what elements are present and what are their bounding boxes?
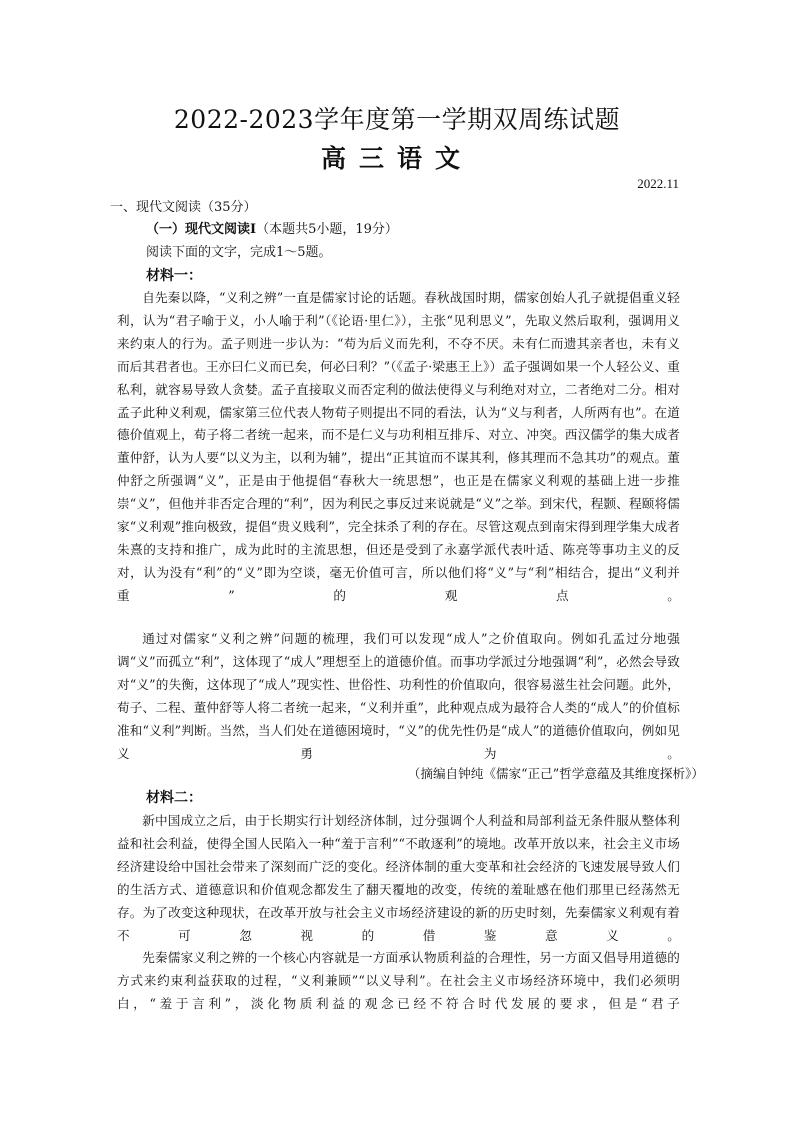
material-one-source: （摘编自钟纯《儒家“正己”哲学意蕴及其维度探析》） xyxy=(407,766,704,781)
paragraph-text: 先秦儒家义利之辨的一个核心内容就是一方面承认物质利益的合理性，另一方面又倡导用道德的方式来约束利益获取的过程，“义利兼顾”“以义导利”。在社会主义市场经济环境中，我们必须明白，“羞于言利”，淡化物质利益的观念已经不符合时代发展的要求，但是“君子 xyxy=(117,950,680,1011)
material-two-paragraph-2 xyxy=(117,947,680,1037)
paragraph-text: 自先秦以降，“义利之辨”一直是儒家讨论的话题。春秋战国时期，儒家创始人孔子就提倡重义轻利，认为“君子喻于义，小人喻于利”（《论语·里仁》），主张“见利思义”，先取义然后取利，强调用义来约束人的行为。孟子则进一步认为：“苟为后义而先利，不夺不厌。未有仁而遗其亲者也，未有义而后其君者也。王亦曰仁义而已矣，何必曰利？”（《孟子·梁惠王上》）孟子强调如果一个人轻公义、重私利，就容易导致人贪婪。孟子直接取义而否定利的做法使得义与利绝对对立，二者绝对二分。相对孟子此种义利观，儒家第三位代表人物荀子则提出不同的看法，认为“义与利者，人所两有也”。在道德价值观上，荀子将二者统一起来，而不是仁义与功利相互排斥、对立、冲突。西汉儒学的集大成者董仲舒，认为人要“以义为主，以利为辅”，提出“正其谊而不谋其利，修其理而不急其功”的观点。董仲舒之所强调“义”，正是由于他提倡“春秋大一统思想”，也正是在儒家义利观的基础上进一步推崇“义”，但他并非否定合理的“利”，因为利民之事反过来说就是“义”之举。到宋代，程颢、程颐将儒家“义利观”推向极致，提倡“贵义贱利”，完全抹杀了利的存在。尽管这观点到南宋得到理学集大成者朱熹的支持和推广，成为此时的主流思想，但还是受到了永嘉学派代表叶适、陈亮等事功主义的反对，认为没有“利”的“义”即为空谈，毫无价值可言，所以他们将“义”与“利”相结合，提出“义利并重”的观点。 xyxy=(117,290,680,603)
exam-subject: 高三语文 xyxy=(320,144,473,173)
material-one-paragraph-1 xyxy=(117,287,680,627)
material-one-paragraph-2 xyxy=(117,628,680,762)
paragraph-text: 通过对儒家“义利之辨”问题的梳理，我们可以发现“成人”之价值取向。例如孔孟过分地强调“义”而孤立“利”，这体现了“成人”理想至上的道德价值。而事功学派过分地强调“利”，必然会导致对“义”的失衡，这体现了“成人”现实性、世俗性、功利性的价值取向，很容易滋生社会问题。此外，荀子、二程、董仲舒等人将二者统一起来，“义利并重”，此种观点成为最符合人类的“成人”的价值标准和“义利”判断。当然，当人们处在道德困境时，“义”的优先性仍是“成人”的道德价值取向，例如见义勇为。 xyxy=(117,631,680,761)
section-heading: 一、现代文阅读（35分） xyxy=(110,200,257,215)
material-two-label: 材料二： xyxy=(146,790,202,806)
subsection-note: （本题共5小题，19分） xyxy=(256,222,398,237)
subsection-heading xyxy=(146,221,398,239)
material-two-paragraph-1 xyxy=(117,810,680,945)
exam-title: 2022-2023学年度第一学期双周练试题 xyxy=(173,105,621,134)
paragraph-text: 新中国成立之后，由于长期实行计划经济体制，过分强调个人利益和局部利益无条件服从整体利益和社会利益，使得全国人民陷入一种“羞于言利”“不敢逐利”的境地。改革开放以来，社会主义市场经济建设给中国社会带来了深刻而广泛的变化。经济体制的重大变革和社会经济的飞速发展导致人们的生活方式、道德意识和价值观念都发生了翻天覆地的改变，传统的羞耻感在他们那里已经荡然无存。为了改变这种现状，在改革开放与社会主义市场经济建设的新的历史时刻，先秦儒家义利观有着不可忽视的借鉴意义。 xyxy=(117,813,680,943)
exam-date: 2022.11 xyxy=(637,176,679,191)
material-one-label: 材料一： xyxy=(146,268,202,284)
subsection-title: （一）现代文阅读Ⅰ xyxy=(146,222,257,237)
reading-instruction: 阅读下面的文字，完成1～5题。 xyxy=(146,245,332,260)
